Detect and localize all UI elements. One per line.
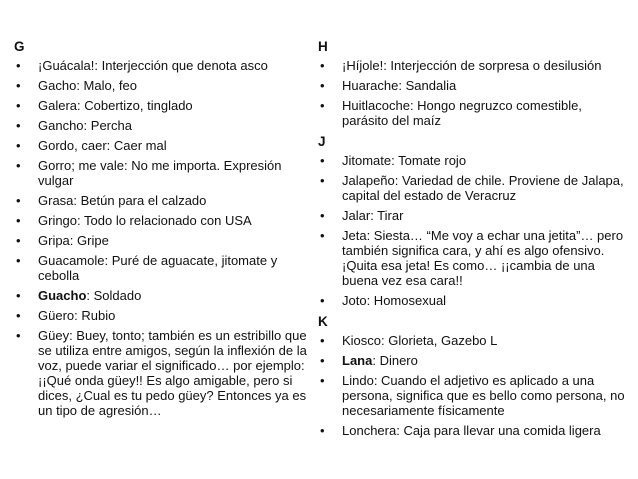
- glossary-item: [14, 98, 314, 113]
- bullet-icon: •: [320, 78, 325, 93]
- bullet-icon: •: [16, 58, 21, 73]
- glossary-item: [14, 58, 314, 73]
- glossary-definition: : Tomate rojo: [391, 153, 467, 168]
- glossary-list: [318, 58, 630, 128]
- glossary-term: Gorro; me vale: [38, 158, 124, 173]
- glossary-term: ¡Guácala!: [38, 58, 95, 73]
- glossary-item: [318, 153, 630, 168]
- glossary-item: [14, 138, 314, 153]
- glossary-definition: : Rubio: [74, 308, 116, 323]
- bullet-icon: •: [16, 308, 21, 323]
- bullet-icon: •: [16, 138, 21, 153]
- glossary-definition: : No me importa. Expresión vulgar: [38, 158, 282, 188]
- glossary-term: Gringo: [38, 213, 78, 228]
- bullet-icon: •: [320, 293, 325, 308]
- glossary-item: [318, 208, 630, 223]
- bullet-icon: •: [16, 288, 21, 303]
- glossary-term: Gacho: [38, 78, 77, 93]
- glossary-definition: : Cuando el adjetivo es aplicado a una persona, significa que es bello como persona, no necesariamente físicamente: [342, 373, 625, 418]
- glossary-list: [318, 153, 630, 308]
- bullet-icon: •: [320, 333, 325, 348]
- glossary-item: [14, 308, 314, 323]
- glossary-item: [318, 78, 630, 93]
- glossary-term: Jalar: [342, 208, 371, 223]
- glossary-term: Güero: [38, 308, 75, 323]
- glossary-term: Lana: [342, 353, 373, 368]
- glossary-definition: : Interjección de sorpresa o desilusión: [383, 58, 602, 73]
- glossary-term: Gordo, caer: [38, 138, 107, 153]
- bullet-icon: •: [16, 328, 21, 343]
- glossary-item: [318, 228, 630, 288]
- section-letter: J: [318, 134, 326, 149]
- bullet-icon: •: [320, 153, 325, 168]
- glossary-item: [318, 373, 630, 418]
- bullet-icon: •: [16, 233, 21, 248]
- glossary-definition: : Malo, feo: [76, 78, 138, 93]
- glossary-term: Huarache: [342, 78, 399, 93]
- glossary-definition: : Caer mal: [106, 138, 167, 153]
- glossary-definition: : Betún para el calzado: [73, 193, 207, 208]
- glossary-definition: : Caja para llevar una comida ligera: [396, 423, 601, 438]
- glossary-definition: : Gripe: [69, 233, 109, 248]
- glossary-definition: : Puré de aguacate, jitomate y cebolla: [38, 253, 278, 283]
- glossary-item: [14, 158, 314, 188]
- right-column: [318, 38, 630, 443]
- section-letter: K: [318, 314, 328, 329]
- glossary-term: Jalapeño: [342, 173, 395, 188]
- glossary-item: [318, 423, 630, 438]
- bullet-icon: •: [16, 118, 21, 133]
- glossary-term: Gripa: [38, 233, 70, 248]
- glossary-definition: : Glorieta, Gazebo L: [381, 333, 498, 348]
- glossary-item: [318, 58, 630, 73]
- bullet-icon: •: [320, 58, 325, 73]
- glossary-term: Güey: [38, 328, 70, 343]
- bullet-icon: •: [16, 193, 21, 208]
- bullet-icon: •: [320, 228, 325, 243]
- bullet-icon: •: [320, 373, 325, 388]
- glossary-item: [318, 293, 630, 308]
- glossary-definition: : Interjección que denota asco: [94, 58, 268, 73]
- glossary-item: [14, 118, 314, 133]
- glossary-definition: : Siesta… “Me voy a echar una jetita”… pero también significa cara, y ahí es algo ofensivo. ¡Quita esa jeta! Es como… ¡¡cambia de una buena vez esa cara!!: [342, 228, 624, 288]
- bullet-icon: •: [320, 423, 325, 438]
- glossary-definition: : Sandalia: [398, 78, 457, 93]
- glossary-term: Guacamole: [38, 253, 105, 268]
- left-column: [14, 38, 314, 423]
- bullet-icon: •: [16, 213, 21, 228]
- bullet-icon: •: [16, 78, 21, 93]
- glossary-list: [318, 333, 630, 438]
- glossary-item: [318, 333, 630, 348]
- glossary-item: [318, 98, 630, 128]
- glossary-term: Jitomate: [342, 153, 392, 168]
- section-letter: G: [14, 39, 25, 54]
- glossary-term: Joto: [342, 293, 367, 308]
- bullet-icon: •: [16, 158, 21, 173]
- glossary-item: [14, 233, 314, 248]
- section-letter: H: [318, 39, 328, 54]
- bullet-icon: •: [16, 253, 21, 268]
- glossary-item: [14, 288, 314, 303]
- glossary-item: [14, 78, 314, 93]
- glossary-item: [14, 193, 314, 208]
- glossary-list: [14, 58, 314, 418]
- glossary-term: Huitlacoche: [342, 98, 410, 113]
- glossary-item: [14, 213, 314, 228]
- glossary-definition: : Dinero: [372, 353, 418, 368]
- bullet-icon: •: [320, 98, 325, 113]
- glossary-item: [318, 173, 630, 203]
- glossary-definition: : Soldado: [86, 288, 142, 303]
- glossary-term: ¡Híjole!: [342, 58, 384, 73]
- glossary-item: [14, 253, 314, 283]
- glossary-definition: : Variedad de chile. Proviene de Jalapa, capital del estado de Veracruz: [342, 173, 624, 203]
- glossary-term: Grasa: [38, 193, 74, 208]
- glossary-term: Jeta: [342, 228, 367, 243]
- bullet-icon: •: [320, 173, 325, 188]
- glossary-term: Guacho: [38, 288, 87, 303]
- bullet-icon: •: [16, 98, 21, 113]
- bullet-icon: •: [320, 353, 325, 368]
- glossary-definition: : Tirar: [370, 208, 404, 223]
- glossary-definition: : Percha: [83, 118, 132, 133]
- glossary-definition: : Homosexual: [366, 293, 447, 308]
- glossary-term: Galera: [38, 98, 78, 113]
- glossary-term: Gancho: [38, 118, 84, 133]
- glossary-term: Kiosco: [342, 333, 382, 348]
- glossary-term: Lindo: [342, 373, 374, 388]
- glossary-item: [318, 353, 630, 368]
- glossary-definition: : Buey, tonto; también es un estribillo que se utiliza entre amigos, según la inflexión de la voz, puede variar el significado… por ejemplo: ¡¡Qué onda güey!! Es algo amigable, pero si dices, ¿Cual es tu pedo güey? Entonces ya es un tipo de agresión…: [38, 328, 307, 418]
- glossary-definition: : Hongo negruzco comestible, parásito del maíz: [342, 98, 582, 128]
- glossary-definition: : Cobertizo, tinglado: [77, 98, 193, 113]
- bullet-icon: •: [320, 208, 325, 223]
- glossary-term: Lonchera: [342, 423, 397, 438]
- glossary-item: [14, 328, 314, 418]
- glossary-definition: : Todo lo relacionado con USA: [77, 213, 252, 228]
